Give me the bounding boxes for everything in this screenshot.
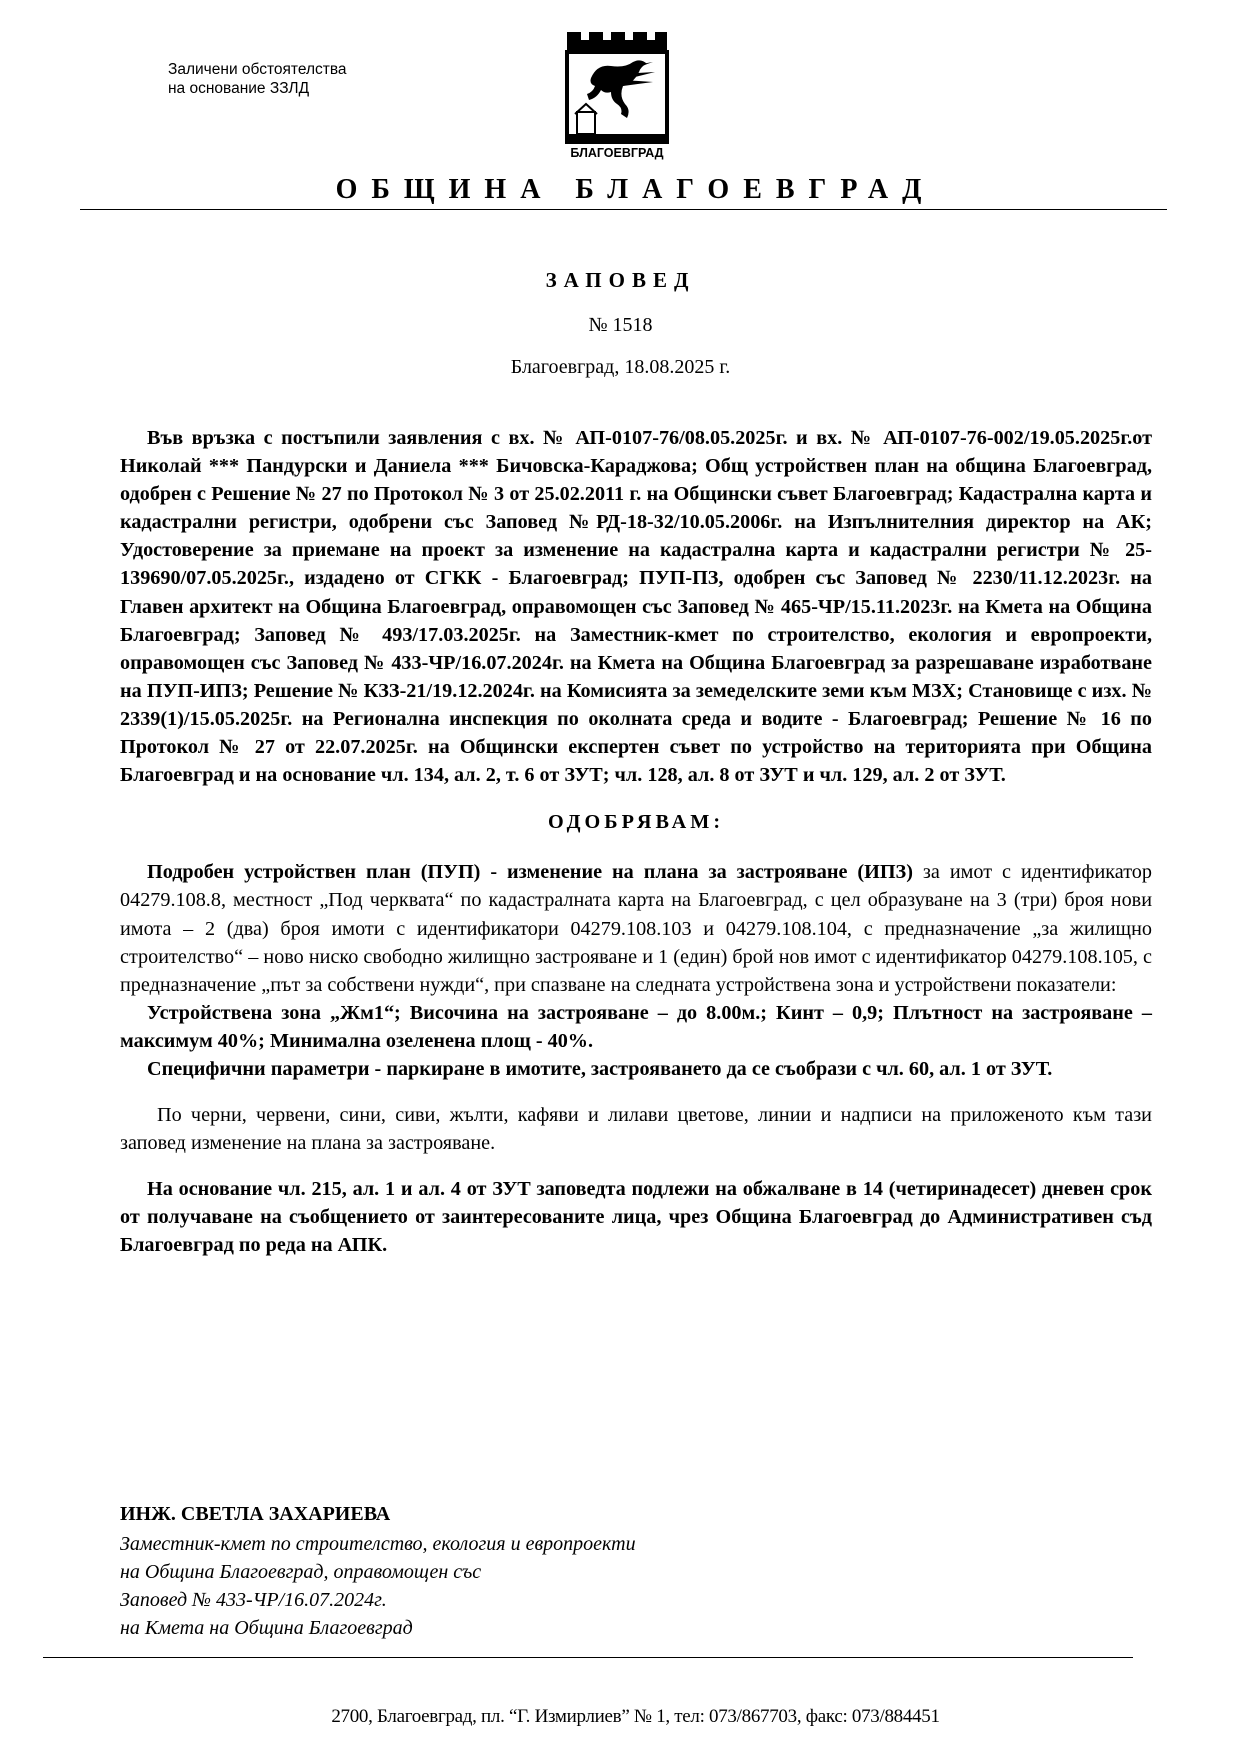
redaction-note: [168, 60, 347, 98]
plan-bold: Подробен устройствен план (ПУП) - изменение на плана за застрояване (ИПЗ): [147, 861, 913, 884]
document-body: [120, 424, 1152, 1260]
plan-description: [120, 858, 1152, 998]
signature-block: [120, 1500, 636, 1642]
specific-parameters: Специфични параметри - паркиране в имотите, застрояването да се съобрази с чл. 60, ал. 1 от ЗУТ.: [147, 1057, 1053, 1080]
signatory-title-line-3: Заповед № 433-ЧР/16.07.2024г.: [120, 1589, 387, 1611]
place-date: Благоевград, 18.08.2025 г.: [510, 356, 731, 378]
preamble: Във връзка с постъпили заявления с вх. № АП-0107-76/08.05.2025г. и вх. № АП-0107-76-002/19.05.2025г.от Николай *** Пандурски и Даниела *** Бичовска-Караджова; Общ устройствен план на община Благоевград, одобрен с Решение № 27 по Протокол № 3 от 25.02.2011 г. на Общински съвет Благоевград; Кадастрална карта и кадастрални регистри, одобрени със Заповед №РД-18-32/10.05.2006г. на Изпълнителния директор на АК; Удостоверение за приемане на проект за изменение на кадастрална карта и кадастрални регистри № 25-139690/07.05.2025г., издадено от СГКК - Благоевград; ПУП-ПЗ, одобрен със Заповед № 2230/11.12.2023г. на Главен архитект на Община Благоевград, оправомощен със Заповед № 465-ЧР/15.11.2023г. на Кмета на Община Благоевград; Заповед № 493/17.03.2025г. на Заместник-кмет по строителство, екология и европроекти, оправомощен със Заповед № 433-ЧР/16.07.2024г. на Кмета на Община Благоевград за разрешаване изработване на ПУП-ИПЗ; Решение № КЗЗ-21/19.12.2024г. на Комисията за земеделските земи към МЗХ; Становище с изх. № 2339(1)/15.05.2025г. на Регионална инспекция по околната среда и водите - Благоевград; Решение № 16 по Протокол № 27 от 22.07.2025г. на Общински експертен съвет по устройство на територията при Община Благоевград и на основание чл. 134, ал. 2, т. 6 от ЗУТ; чл. 128, ал. 8 от ЗУТ и чл. 129, ал. 2 от ЗУТ.: [120, 427, 1152, 787]
signatory-name: ИНЖ. СВЕТЛА ЗАХАРИЕВА: [120, 1503, 391, 1525]
approve-heading: ОДОБРЯВАМ:: [547, 811, 725, 834]
crest-label: БЛАГОЕВГРАД: [570, 146, 664, 160]
organization-name: ОБЩИНА БЛАГОЕВГРАД: [335, 174, 936, 205]
signatory-title-line-2: на Община Благоевград, оправомощен със: [120, 1561, 482, 1583]
header-divider: [80, 209, 1167, 210]
colors-note: По черни, червени, сини, сиви, жълти, кафяви и лилави цветове, линии и надписи на приложеното към тази заповед изменение на плана за застрояване.: [120, 1104, 1152, 1155]
document-title: ЗАПОВЕД: [545, 268, 696, 292]
footer-divider: [43, 1657, 1133, 1658]
signatory-title-line-1: Заместник-кмет по строителство, екология и европроекти: [120, 1533, 636, 1555]
footer-address: 2700, Благоевград, пл. “Г. Измирлиев” № 1, тел: 073/867703, факс: 073/884451: [331, 1706, 940, 1727]
signatory-title-line-4: на Кмета на Община Благоевград: [120, 1617, 413, 1639]
redaction-note-line-2: на основание ЗЗЛД: [168, 80, 310, 97]
redaction-note-line-1: Заличени обстоятелства: [168, 61, 347, 78]
appeal-notice: На основание чл. 215, ал. 1 и ал. 4 от ЗУТ заповедта подлежи на обжалване в 14 (четиринадесет) дневен срок от получаване на съобщението от заинтересованите лица, чрез Община Благоевград до Административен съд Благоевград по реда на АПК.: [120, 1178, 1152, 1257]
plan-text: за имот с идентификатор 04279.108.8, местност „Под черквата“ по кадастралната карта на Благоевград, с цел образуване на 3 (три) броя нови имота – 2 (два) броя имоти с идентификатори 04279.108.103 и 04279.108.104, с предназначение „за жилищно строителство“ – ново ниско свободно жилищно застрояване и 1 (един) брой нов имот с идентификатор 04279.108.105, с предназначение „път за собствени нужди“, при спазване на следната устройствена зона и устройствени показатели:: [120, 861, 1152, 996]
zone-parameters: Устройствена зона „Жм1“; Височина на застрояване – до 8.00м.; Кинт – 0,9; Плътност на застрояване – максимум 40%; Минимална озеленена площ - 40%.: [120, 1001, 1152, 1052]
document-number: № 1518: [588, 314, 653, 336]
